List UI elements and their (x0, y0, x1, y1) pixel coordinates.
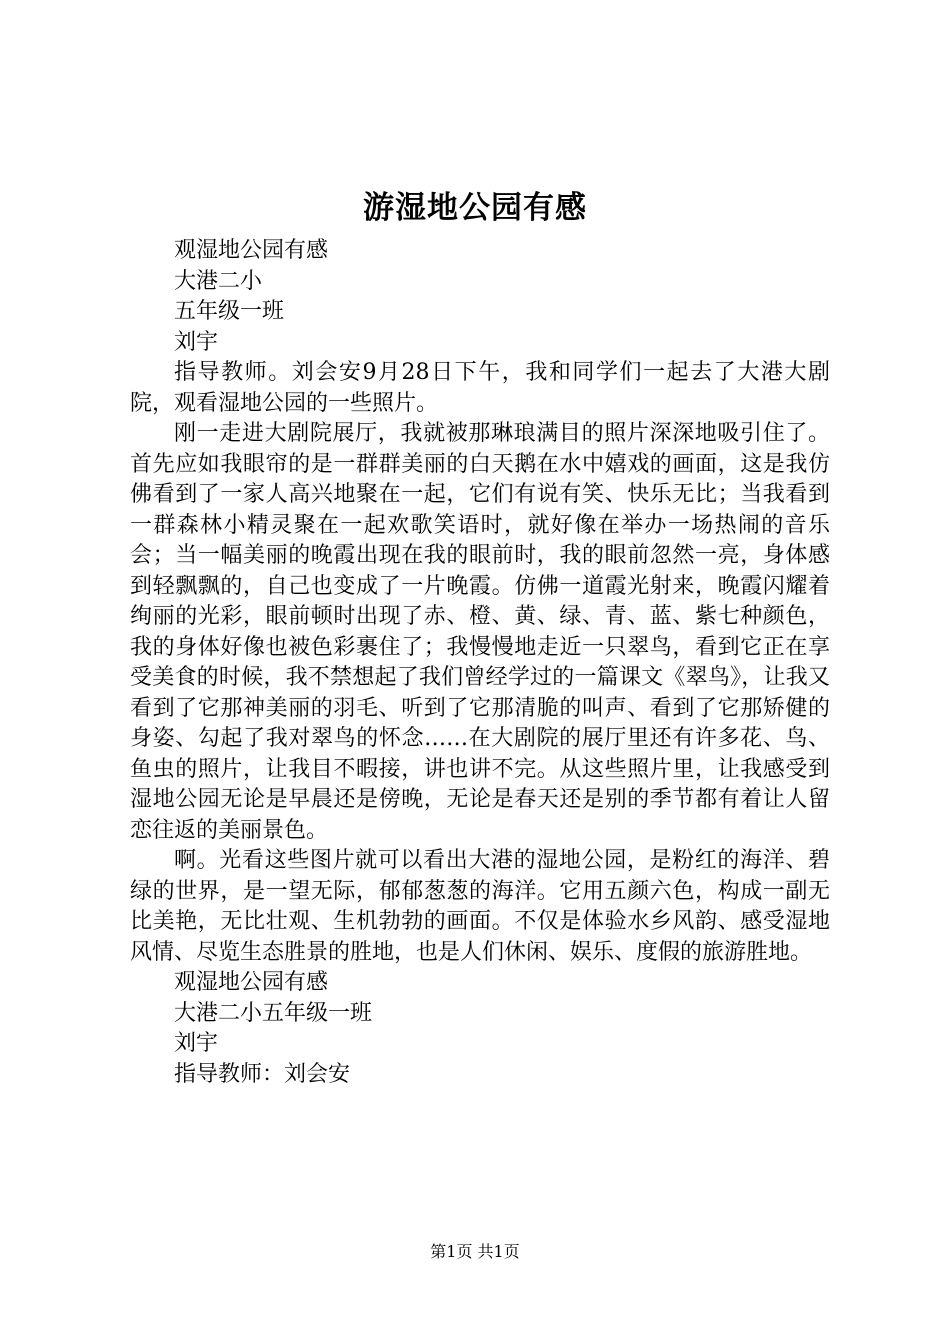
document-title: 游湿地公园有感 (363, 190, 587, 226)
paragraph-author: 刘宇 (174, 329, 219, 355)
paragraph-signature-teacher: 指导教师：刘会安 (174, 1061, 351, 1087)
paragraph-teacher-intro: 指导教师。刘会安9月28日下午，我和同学们一起去了大港大剧院，观看湿地公园的一些照片。 (130, 360, 830, 416)
paragraph-conclusion: 啊。光看这些图片就可以看出大港的湿地公园，是粉红的海洋、碧绿的世界，是一望无际，郁郁葱葱的海洋。它用五颜六色，构成一副无比美艳，无比壮观、生机勃勃的画面。不仅是体验水乡风韵、感受湿地风情、尽览生态胜景的胜地，也是人们休闲、娱乐、度假的旅游胜地。 (130, 848, 830, 965)
paragraph-main: 刚一走进大剧院展厅，我就被那琳琅满目的照片深深地吸引住了。首先应如我眼帘的是一群群美丽的白天鹅在水中嬉戏的画面，这是我仿佛看到了一家人高兴地聚在一起，它们有说有笑、快乐无比；当我看到一群森林小精灵聚在一起欢歌笑语时，就好像在举办一场热闹的音乐会；当一幅美丽的晚霞出现在我的眼前时，我的眼前忽然一亮，身体感到轻飘飘的，自己也变成了一片晚霞。仿佛一道霞光射来，晚霞闪耀着绚丽的光彩，眼前顿时出现了赤、橙、黄、绿、青、蓝、紫七种颜色，我的身体好像也被色彩裹住了；我慢慢地走近一只翠鸟，看到它正在享受美食的时候，我不禁想起了我们曾经学过的一篇课文《翠鸟》，让我又看到了它那神美丽的羽毛、听到了它那清脆的叫声、看到了它那矫健的身姿、勾起了我对翠鸟的怀念……在大剧院的展厅里还有许多花、鸟、鱼虫的照片，让我目不暇接，讲也讲不完。从这些照片里，让我感受到湿地公园无论是早晨还是傍晚，无论是春天还是别的季节都有着让人留恋往返的美丽景色。 (130, 421, 830, 843)
paragraph-signature-title: 观湿地公园有感 (174, 970, 329, 995)
page-number-footer: 第1页 共1页 (430, 1242, 520, 1261)
document-body (130, 236, 830, 1090)
paragraph-class: 五年级一班 (174, 299, 285, 324)
paragraph-school: 大港二小 (174, 268, 263, 294)
paragraph-signature-school: 大港二小五年级一班 (174, 1000, 373, 1026)
paragraph-heading: 观湿地公园有感 (174, 238, 329, 263)
paragraph-signature-author: 刘宇 (174, 1031, 219, 1056)
